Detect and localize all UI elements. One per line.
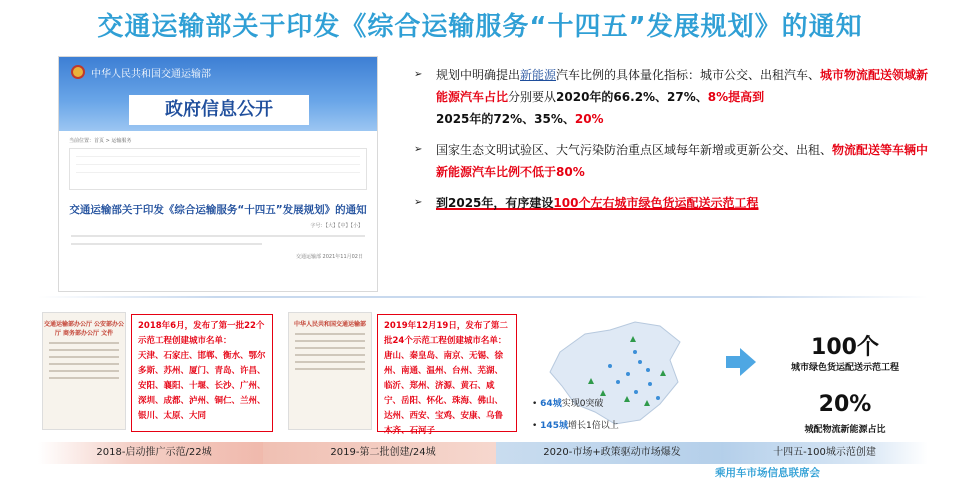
map-stat-2: • 145城增长1倍以上	[532, 421, 619, 431]
panel2-cities: 唐山、秦皇岛、南京、无锡、徐州、南通、温州、台州、芜湖、临沂、郑州、济源、黄石、咸宁、岳阳、怀化、珠海、佛山、达州、西安、宝鸡、安康、乌鲁木齐、石河子	[384, 351, 504, 436]
timeline-segment: 十四五-100城示范创建	[721, 442, 928, 464]
bullet-arrow-icon: ➢	[414, 197, 423, 208]
bullet-list	[410, 64, 930, 223]
document-screenshot	[58, 56, 378, 292]
bullet-3: ➢ 到2025年，有序建设100个左右城市绿色货运配送示范工程	[410, 192, 930, 214]
panel2-city-list	[377, 314, 517, 436]
bullet-2: ➢ 国家生态文明试验区、大气污染防治重点区域每年新增或更新公交、出租、物流配送等车辆中新能源汽车比例不低于80%	[410, 139, 930, 183]
panel1-header: 2018年6月，发布了第一批22个示范工程创建城市名单：	[138, 321, 265, 346]
bullet-arrow-icon: ➢	[414, 144, 423, 155]
doc-meta-table	[69, 148, 367, 190]
panel1-cities: 天津、石家庄、邯郸、衡水、鄂尔多斯、苏州、厦门、青岛、许昌、安阳、襄阳、十堰、长沙、广州、深圳、成都、泸州、铜仁、兰州、银川、太原、大同	[138, 351, 266, 421]
timeline-bar	[38, 442, 928, 464]
panel1-city-list	[131, 314, 273, 432]
doc-signature: 交通运输部 2021年11月02日	[295, 254, 363, 260]
right-arrow-icon	[740, 348, 756, 376]
national-emblem-icon	[71, 65, 85, 79]
panel1-doc-thumbnail: 交通运输部办公厅 公安部办公厅 商务部办公厅 文件	[42, 312, 126, 430]
section-divider	[38, 296, 928, 298]
doc-header	[59, 57, 377, 131]
panel2-doc-thumbnail: 中华人民共和国交通运输部	[288, 312, 372, 430]
doc-banner: 政府信息公开	[129, 95, 309, 125]
china-city-map	[540, 312, 690, 432]
new-energy-link[interactable]: 新能源	[520, 68, 557, 82]
goal-number-20pct: 20%	[818, 392, 872, 417]
goal-number-100: 100个	[811, 335, 879, 360]
goal-caption-1: 城市绿色货运配送示范工程	[790, 363, 899, 373]
timeline-segment: 2019-第二批创建/24城	[263, 442, 503, 464]
footer-source: 乘用车市场信息联席会	[715, 467, 820, 479]
goal-caption-2: 城配物流新能源占比	[804, 425, 886, 435]
timeline-segment: 2018-启动推广示范/22城	[38, 442, 270, 464]
doc-ministry: 中华人民共和国交通运输部	[91, 69, 211, 80]
panel2-header: 2019年12月19日，发布了第二批24个示范工程创建城市名单：	[384, 321, 508, 346]
bullet-arrow-icon: ➢	[414, 69, 423, 80]
page-title: 交通运输部关于印发《综合运输服务“十四五”发展规划》的通知	[97, 12, 863, 42]
doc-font-size: 字号：【大】【中】【小】	[310, 223, 363, 229]
doc-title: 交通运输部关于印发《综合运输服务“十四五”发展规划》的通知	[69, 204, 367, 216]
doc-breadcrumb: 当前位置：首页 > 运输服务	[69, 138, 132, 144]
map-stat-1: • 64城实现0突破	[532, 399, 604, 409]
bullet-1: ➢ 规划中明确提出新能源汽车比例的具体量化指标：城市公交、出租汽车、城市物流配送领域新能源汽车占比分别要从2020年的66.2%、27%、8%提高到 2025年的72%、35%、20%	[410, 64, 930, 130]
timeline-segment: 2020-市场+政策驱动市场爆发	[496, 442, 728, 464]
